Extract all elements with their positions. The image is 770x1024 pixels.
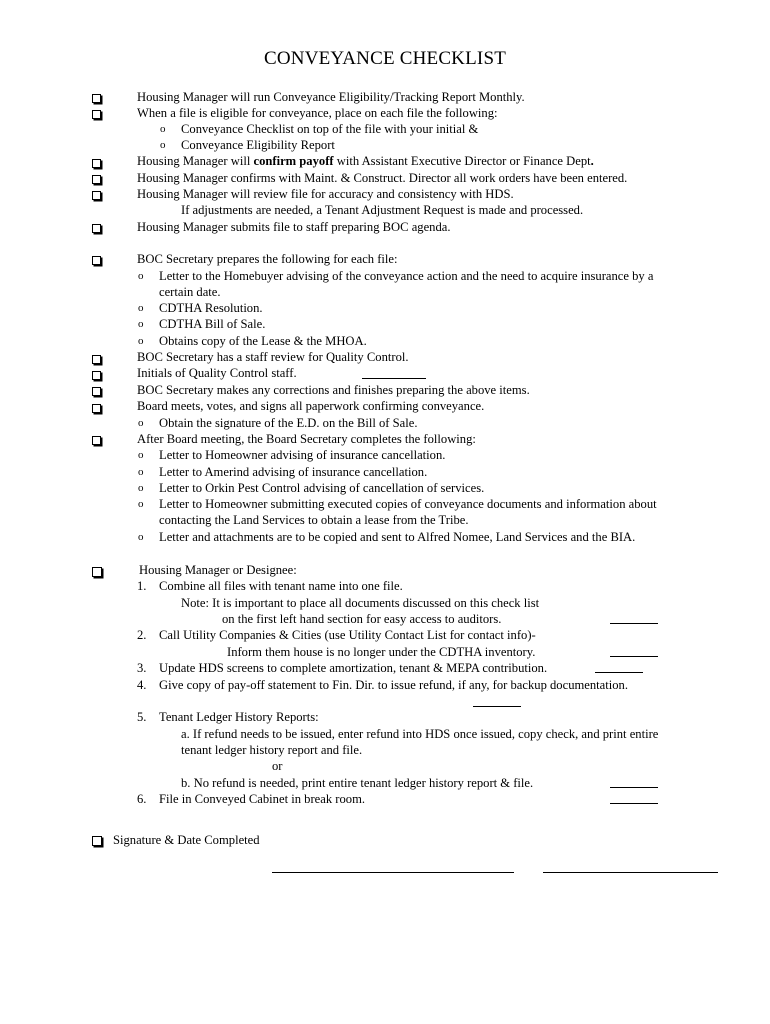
sub-bullet: o [138,466,144,478]
item-board-meets: Board meets, votes, and signs all paperwork confirming conveyance. [137,399,485,413]
step4-blank[interactable] [473,706,521,707]
item-file-eligible: When a file is eligible for conveyance, place on each file the following: [137,106,498,120]
step-file-cabinet: File in Conveyed Cabinet in break room. [159,792,366,806]
date-line[interactable] [543,872,718,873]
sub-bullet: o [138,482,144,494]
step-note-cont: on the first left hand section for easy access to auditors. [222,612,502,626]
sub-item-bill-of-sale: CDTHA Bill of Sale. [159,317,266,331]
checkbox-review-file[interactable] [92,191,101,200]
step-number: 5. [137,710,147,724]
step-number: 4. [137,678,147,692]
checkbox-board-meets[interactable] [92,404,101,413]
step6-blank[interactable] [610,803,658,804]
checkbox-confirm-payoff[interactable] [92,159,101,168]
sub-bullet: o [160,123,166,135]
signature-label: Signature & Date Completed [113,833,260,847]
sub-item-homeowner-insurance: Letter to Homeowner advising of insurance cancellation. [159,448,446,462]
sub-bullet: o [138,417,144,429]
qc-initials-blank[interactable] [362,378,426,379]
item-run-report: Housing Manager will run Conveyance Eligibility/Tracking Report Monthly. [137,90,525,104]
sub-item-eligibility-report: Conveyance Eligibility Report [181,138,335,152]
step-ledger-reports: Tenant Ledger History Reports: [159,710,319,724]
step-ledger-option-b: b. No refund is needed, print entire tenant ledger history report & file. [181,776,534,790]
signature-line[interactable] [272,872,514,873]
item-boc-prepares: BOC Secretary prepares the following for each file: [137,252,398,266]
step-call-utilities: Call Utility Companies & Cities (use Utility Contact List for contact info)- [159,628,536,642]
checkbox-work-orders[interactable] [92,175,101,184]
sub-item-ed-signature: Obtain the signature of the E.D. on the Bill of Sale. [159,416,418,430]
item-confirm-payoff [137,153,594,169]
step1-blank[interactable] [610,623,658,624]
sub-bullet: o [138,531,144,543]
step-update-hds: Update HDS screens to complete amortization, tenant & MEPA contribution. [159,661,548,675]
checkbox-file-eligible[interactable] [92,110,101,119]
checkbox-qc-initials[interactable] [92,371,101,380]
checkbox-run-report[interactable] [92,94,101,103]
step2-blank[interactable] [610,656,658,657]
item-corrections: BOC Secretary makes any corrections and finishes preparing the above items. [137,383,530,397]
text-bold: . [590,154,594,168]
document-title: CONVEYANCE CHECKLIST [263,48,507,69]
checkbox-boc-prepares[interactable] [92,256,101,265]
sub-item-homebuyer-letter-cont: certain date. [159,285,221,299]
item-qc-initials: Initials of Quality Control staff. [137,366,297,380]
sub-item-lease-copy: Obtains copy of the Lease & the MHOA. [159,334,367,348]
sub-item-homebuyer-letter: Letter to the Homebuyer advising of the conveyance action and the need to acquire insurance by a [159,269,654,283]
item-work-orders: Housing Manager confirms with Maint. & Construct. Director all work orders have been entered. [137,171,628,185]
item-submit-boc: Housing Manager submits file to staff preparing BOC agenda. [137,220,451,234]
step-payoff-statement: Give copy of pay-off statement to Fin. Dir. to issue refund, if any, for backup documentation. [159,678,629,692]
checkbox-after-board[interactable] [92,436,101,445]
checkbox-corrections[interactable] [92,387,101,396]
sub-bullet: o [138,302,144,314]
step-number: 6. [137,792,147,806]
step5-blank[interactable] [610,787,658,788]
checkbox-submit-boc[interactable] [92,224,101,233]
step3-blank[interactable] [595,672,643,673]
sub-item-attachments: Letter and attachments are to be copied and sent to Alfred Nomee, Land Services and the BIA. [159,530,636,544]
checkbox-housing-manager[interactable] [92,567,102,577]
sub-item-resolution: CDTHA Resolution. [159,301,263,315]
sub-bullet: o [138,498,144,510]
sub-item-orkin: Letter to Orkin Pest Control advising of cancellation of services. [159,481,485,495]
step-combine-files: Combine all files with tenant name into one file. [159,579,403,593]
step-ledger-or: or [272,759,283,773]
item-review-file: Housing Manager will review file for accuracy and consistency with HDS. [137,187,514,201]
section-housing-manager-heading: Housing Manager or Designee: [139,563,297,577]
sub-item-executed-copies: Letter to Homeowner submitting executed copies of conveyance documents and information about [159,497,657,511]
text-segment: with Assistant Executive Director or Finance Dept [333,154,591,168]
sub-item-executed-copies-cont: contacting the Land Services to obtain a lease from the Tribe. [159,513,469,527]
text-segment: Housing Manager will [137,154,254,168]
sub-bullet: o [138,270,144,282]
item-quality-review: BOC Secretary has a staff review for Quality Control. [137,350,409,364]
checkbox-signature[interactable] [92,836,102,846]
sub-bullet: o [138,335,144,347]
sub-bullet: o [160,139,166,151]
sub-bullet: o [138,449,144,461]
sub-bullet: o [138,318,144,330]
sub-item-checklist-on-top: Conveyance Checklist on top of the file with your initial & [181,122,479,136]
sub-item-amerind: Letter to Amerind advising of insurance cancellation. [159,465,428,479]
checkbox-quality-review[interactable] [92,355,101,364]
text-bold: confirm payoff [253,154,334,168]
step-note: Note: It is important to place all documents discussed on this check list [181,596,540,610]
step-number: 3. [137,661,147,675]
item-adjustments-note: If adjustments are needed, a Tenant Adjustment Request is made and processed. [181,203,584,217]
step-inform-note: Inform them house is no longer under the CDTHA inventory. [227,645,536,659]
step-number: 2. [137,628,147,642]
step-number: 1. [137,579,147,593]
step-ledger-option-a: a. If refund needs to be issued, enter refund into HDS once issued, copy check, and print entire [181,727,659,741]
step-ledger-option-a-cont: tenant ledger history report and file. [181,743,363,757]
item-after-board: After Board meeting, the Board Secretary completes the following: [137,432,476,446]
